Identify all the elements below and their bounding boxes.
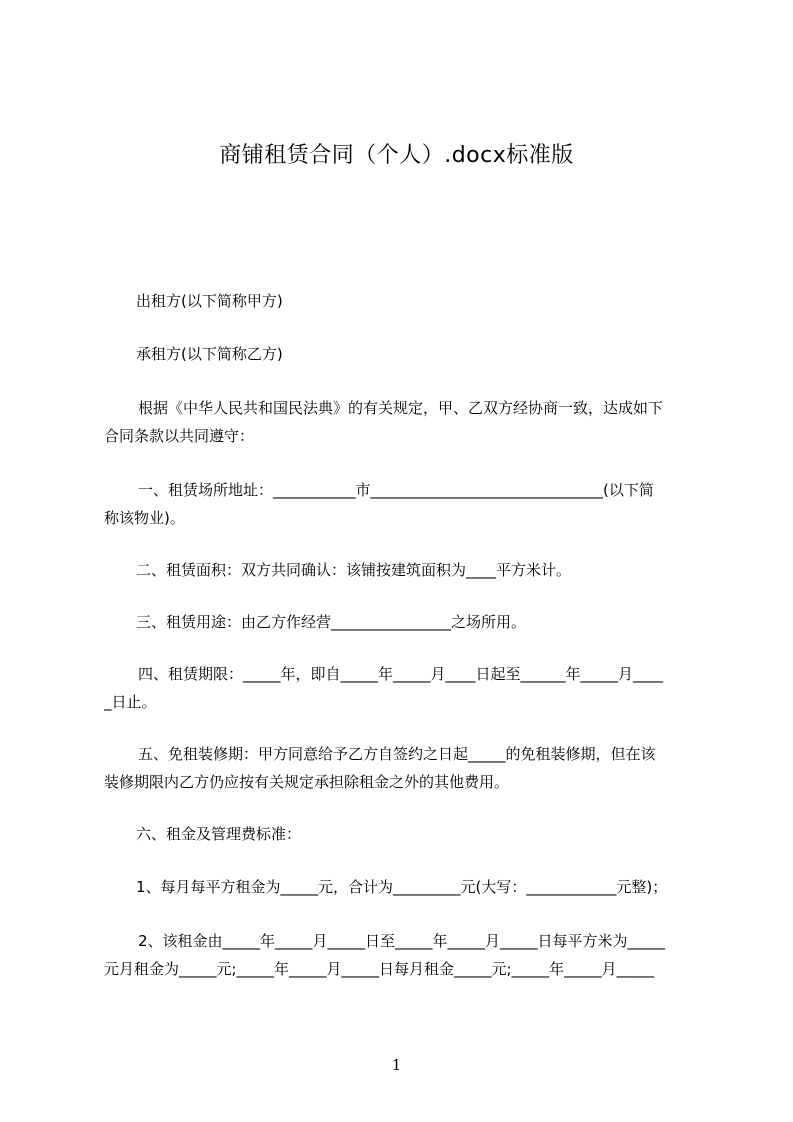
clause-6-item-1-text: 1、每月每平方租金为_____元，合计为_________元(大写：____________元整)； (136, 878, 668, 896)
clause-6-rent-heading (104, 820, 700, 848)
clause-6-item-2 (104, 927, 700, 983)
clause-4-line-2: _日止。 (104, 693, 157, 711)
clause-1-address (104, 476, 700, 532)
clause-6-item-1 (104, 873, 700, 901)
clause-5-line-2: 装修期限内乙方仍应按有关规定承担除租金之外的其他费用。 (104, 773, 510, 791)
clause-2-text: 二、租赁面积：双方共同确认：该铺按建筑面积为____平方米计。 (136, 561, 572, 579)
clause-6-item-2-line-2: 元月租金为_____元;_____年_____月_____日每月租金_____元;_____年_____月_____ (104, 960, 655, 978)
page-number: 1 (391, 1056, 402, 1074)
preamble-line-1: 根据《中华人民共和国民法典》的有关规定，甲、乙双方经协商一致，达成如下 (138, 399, 664, 417)
clause-5-renovation (104, 740, 700, 796)
clause-5-line-1: 五、免租装修期：甲方同意给予乙方自签约之日起_____的免租装修期，但在该 (138, 745, 656, 763)
clause-3-text: 三、租赁用途：由乙方作经营________________之场所用。 (136, 613, 527, 631)
lessee-paragraph (104, 340, 700, 368)
clause-3-usage (104, 608, 700, 636)
clause-1-line-2: 称该物业)。 (104, 509, 185, 527)
clause-6-text: 六、租金及管理费标准： (136, 825, 302, 843)
clause-4-line-1: 四、租赁期限：_____年，即自_____年_____月____日起至______年_____月____ (138, 665, 664, 683)
preamble-line-2: 合同条款以共同遵守： (104, 427, 255, 445)
clause-2-area (104, 556, 700, 584)
preamble-paragraph (104, 394, 700, 450)
clause-1-line-1: 一、租赁场所地址：___________市_______________________________(以下简 (138, 481, 654, 499)
clause-4-term (104, 660, 700, 716)
lessor-paragraph (104, 287, 700, 315)
lessor-text: 出租方(以下简称甲方) (136, 292, 283, 310)
lessee-text: 承租方(以下简称乙方) (136, 345, 283, 363)
clause-6-item-2-line-1: 2、该租金由_____年_____月_____日至_____年_____月_____日每平方米为_____ (138, 932, 666, 950)
document-title: 商铺租赁合同（个人）.docx标准版 (219, 143, 574, 168)
